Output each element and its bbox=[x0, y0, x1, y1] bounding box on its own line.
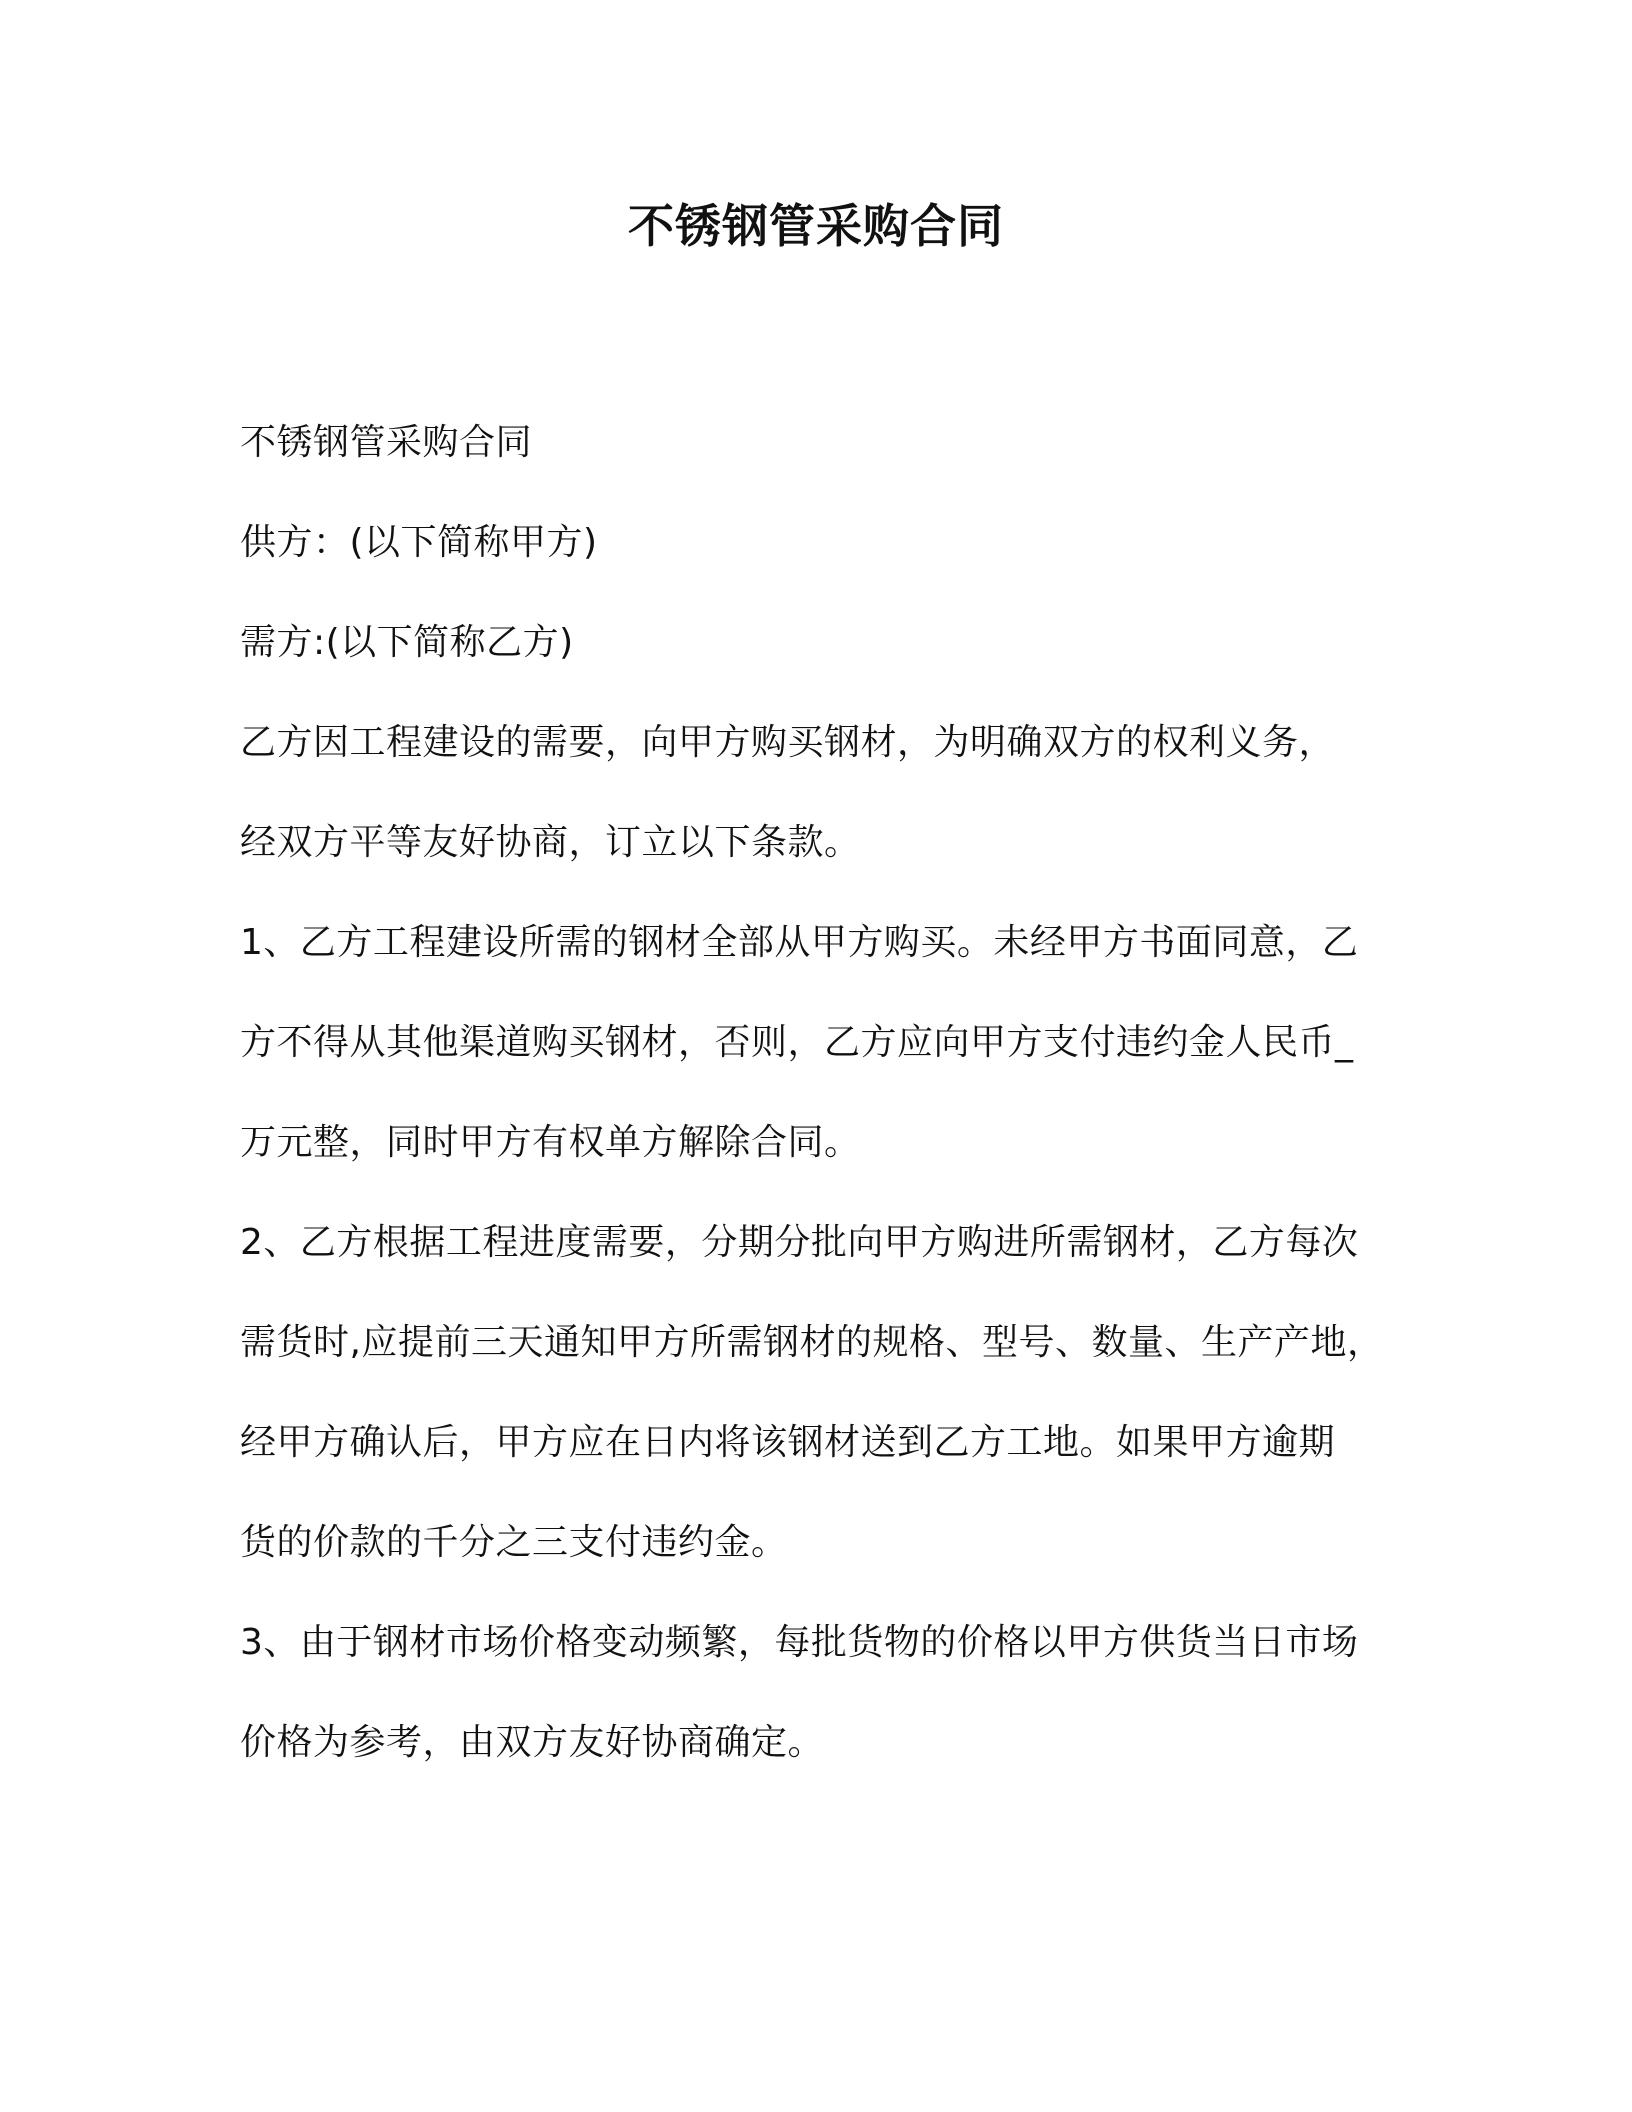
clause-3-line-2: 价格为参考，由双方友好协商确定。 bbox=[240, 1722, 825, 1763]
clause-2-line-3: 经甲方确认后，甲方应在日内将该钢材送到乙方工地。如果甲方逾期 bbox=[240, 1422, 1336, 1463]
supplier-line: 供方：(以下简称甲方) bbox=[240, 522, 598, 563]
clause-1-line-1: 1、乙方工程建设所需的钢材全部从甲方购买。未经甲方书面同意，乙 bbox=[240, 922, 1359, 963]
subtitle-line: 不锈钢管采购合同 bbox=[240, 422, 533, 463]
document-title: 不锈钢管采购合同 bbox=[628, 199, 1004, 253]
clause-1-line-3: 万元整，同时甲方有权单方解除合同。 bbox=[240, 1122, 861, 1163]
preamble-line-1: 乙方因工程建设的需要，向甲方购买钢材，为明确双方的权利义务， bbox=[240, 722, 1336, 763]
clause-2-line-1: 2、乙方根据工程进度需要，分期分批向甲方购进所需钢材，乙方每次 bbox=[240, 1222, 1359, 1263]
clause-2-line-2: 需货时,应提前三天通知甲方所需钢材的规格、型号、数量、生产产地， bbox=[240, 1322, 1384, 1363]
clause-2-line-4: 货的价款的千分之三支付违约金。 bbox=[240, 1522, 788, 1563]
buyer-line: 需方:(以下简称乙方) bbox=[240, 622, 574, 663]
clause-1-line-2: 方不得从其他渠道购买钢材，否则，乙方应向甲方支付违约金人民币_ bbox=[240, 1022, 1354, 1063]
preamble-line-2: 经双方平等友好协商，订立以下条款。 bbox=[240, 822, 861, 863]
clause-3-line-1: 3、由于钢材市场价格变动频繁，每批货物的价格以甲方供货当日市场 bbox=[240, 1622, 1359, 1663]
